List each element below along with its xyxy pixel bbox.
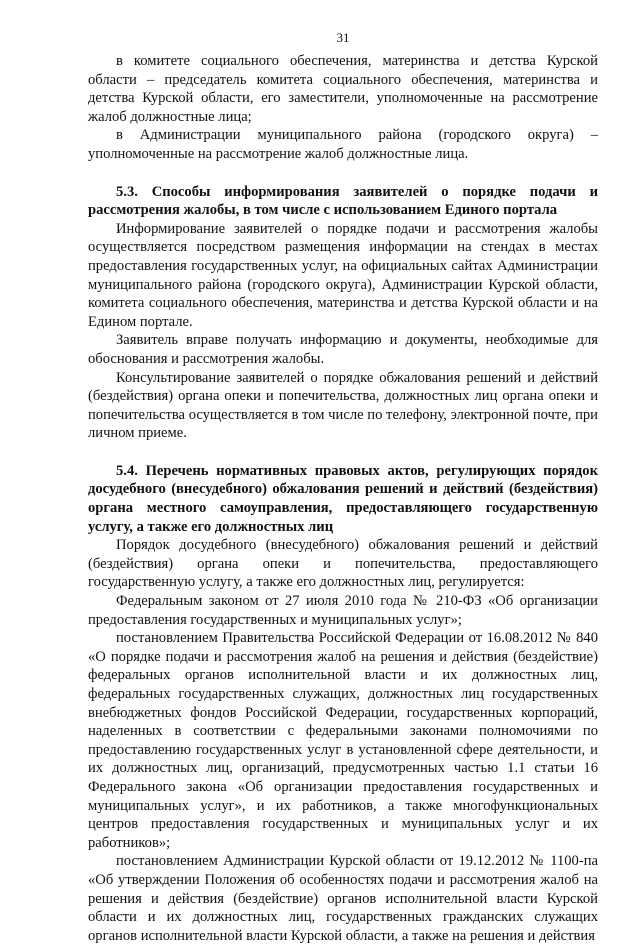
paragraph: Федеральным законом от 27 июля 2010 года № 210-ФЗ «Об организации предоставления государственных и муниципальных услуг»; (88, 593, 598, 628)
section-gap (88, 443, 598, 462)
page-number: 31 (336, 30, 350, 45)
paragraph: постановлением Правительства Российской Федерации от 16.08.2012 № 840 «О порядке подачи и рассмотрения жалоб на решения и действия (бездействие) федеральных органов исполнительной власти и их должностных лиц, федеральных государственных служащих, должностных лиц государственных внебюджетных фондов Российской Федерации, государственных корпораций, наделенных в соответствии с федеральными законами полномочиями по предоставлению государственных услуг в установленной сфере деятельности, и их должностных лиц, организаций, предусмотренных частью 1.1 статьи 16 Федерального закона «Об организации предоставления государственных и муниципальных услуг», и их работников, а также многофункциональных центров предоставления государственных и муниципальных услуг и их работников»; (88, 630, 598, 851)
paragraph: Заявитель вправе получать информацию и документы, необходимые для обоснования и рассмотрения жалобы. (88, 332, 598, 367)
document-body (88, 52, 598, 945)
paragraph: Консультирование заявителей о порядке обжалования решений и действий (бездействия) органа опеки и попечительства, должностных лиц органа опеки и попечительства осуществляется в том числе по телефону, электронной почте, при личном приеме. (88, 369, 598, 442)
section-gap (88, 164, 598, 183)
section-heading: 5.4. Перечень нормативных правовых актов, регулирующих порядок досудебного (внесудебного) обжалования решений и действий (бездействия) органа местного самоуправления, предоставляющего государственную услугу, а также его должностных лиц (88, 462, 598, 535)
paragraph: в комитете социального обеспечения, материнства и детства Курской области – председатель комитета социального обеспечения, материнства и детства Курской области, его заместители, уполномоченные на рассмотрение жалоб должностные лица; (88, 53, 598, 125)
section-heading: 5.3. Способы информирования заявителей о порядке подачи и рассмотрения жалобы, в том числе с использованием Единого портала (88, 183, 598, 219)
paragraph: в Администрации муниципального района (городского округа) – уполномоченные на рассмотрение жалоб должностные лица. (88, 127, 598, 162)
paragraph: постановлением Администрации Курской области от 19.12.2012 № 1100-па «Об утверждении Положения об особенностях подачи и рассмотрения жалоб на решения и действия (бездействие) органов исполнительной власти Курской области и их должностных лиц, государственных гражданских служащих органов исполнительной власти Курской области, а также на решения и действия (88, 853, 598, 944)
paragraph: Порядок досудебного (внесудебного) обжалования решений и действий (бездействия) органа опеки и попечительства, предоставляющего государственную услугу, а также его должностных лиц, регулируется: (88, 537, 598, 591)
paragraph: Информирование заявителей о порядке подачи и рассмотрения жалобы осуществляется посредством размещения информации на стендах в местах предоставления государственных услуг, на официальных сайтах Администрации муниципального района (городского округа), Администрации Курской области, комитета социального обеспечения, материнства и детства Курской области и на Едином портале. (88, 220, 598, 330)
